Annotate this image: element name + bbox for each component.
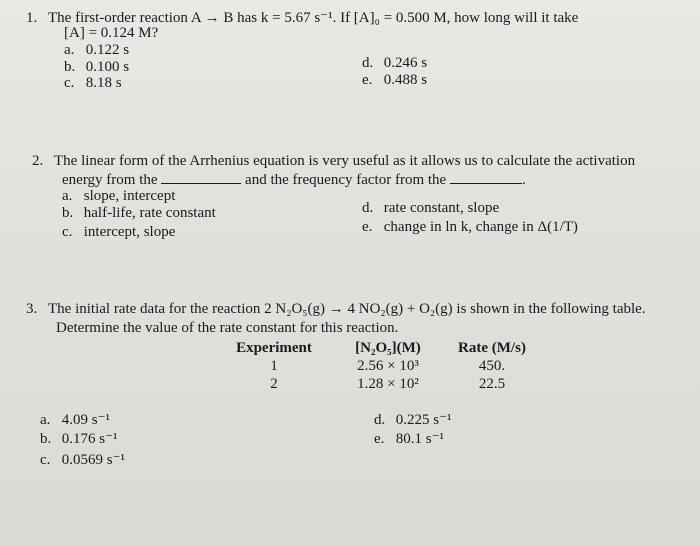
option-text: 0.488 s bbox=[383, 72, 428, 88]
table-row bbox=[226, 357, 534, 375]
option-letter: d. bbox=[374, 412, 386, 428]
option-letter: c. bbox=[64, 75, 75, 91]
option-text: 0.176 s⁻¹ bbox=[61, 431, 118, 447]
question-1-stem-continued: [A] = 0.124 M? bbox=[64, 25, 159, 41]
option-letter: d. bbox=[362, 55, 374, 71]
question-2-option-d bbox=[362, 200, 499, 217]
question-1-option-a bbox=[64, 42, 129, 59]
option-text: 0.0569 s⁻¹ bbox=[61, 452, 126, 468]
sentence-period: . bbox=[521, 172, 526, 188]
table-cell-experiment: 2 bbox=[270, 376, 278, 392]
table-cell-concentration: 1.28 × 10² bbox=[357, 376, 419, 392]
option-letter: b. bbox=[40, 431, 52, 447]
option-text: 8.18 s bbox=[85, 75, 122, 91]
option-letter: c. bbox=[62, 224, 73, 240]
question-1-option-d bbox=[362, 55, 427, 72]
question-3-option-e bbox=[374, 431, 444, 448]
question-1-option-e bbox=[362, 72, 427, 89]
table-header-concentration: [N₂O₅](M) bbox=[355, 340, 421, 356]
question-3-option-a bbox=[40, 412, 110, 429]
answer-blank bbox=[161, 171, 241, 184]
option-text: intercept, slope bbox=[83, 224, 176, 240]
question-text: energy from the bbox=[62, 172, 158, 188]
question-2-option-c bbox=[62, 224, 175, 241]
option-text: 0.122 s bbox=[85, 42, 130, 58]
option-letter: e. bbox=[362, 72, 373, 88]
option-letter: c. bbox=[40, 452, 51, 468]
table-cell-rate: 450. bbox=[478, 358, 506, 374]
option-text: 4.09 s⁻¹ bbox=[61, 412, 111, 428]
question-2-option-b bbox=[62, 205, 216, 222]
question-3-option-d bbox=[374, 412, 452, 429]
question-2-option-e bbox=[362, 219, 578, 236]
option-letter: e. bbox=[374, 431, 385, 447]
option-letter: b. bbox=[62, 205, 74, 221]
option-letter: a. bbox=[62, 188, 73, 204]
rate-data-table bbox=[226, 339, 534, 393]
question-3-option-c bbox=[40, 452, 125, 469]
table-header-rate: Rate (M/s) bbox=[458, 340, 526, 356]
option-text: change in ln k, change in Δ(1/T) bbox=[383, 219, 578, 235]
question-3-option-b bbox=[40, 431, 118, 448]
option-letter: a. bbox=[40, 412, 51, 428]
question-text: The linear form of the Arrhenius equation is very useful as it allows us to calculate the activation bbox=[54, 153, 636, 169]
option-letter: a. bbox=[64, 42, 75, 58]
option-text: 0.100 s bbox=[85, 59, 130, 75]
option-text: 0.225 s⁻¹ bbox=[395, 412, 452, 428]
question-number: 2. bbox=[32, 153, 44, 169]
option-text: 80.1 s⁻¹ bbox=[395, 431, 445, 447]
question-2-stem-continued bbox=[62, 171, 526, 189]
question-number: 3. bbox=[26, 301, 38, 317]
table-cell-experiment: 1 bbox=[270, 358, 278, 374]
question-3-stem bbox=[26, 301, 646, 318]
question-text: The first-order reaction A → B has k = 5.67 s⁻¹. If [A]₀ = 0.500 M, how long will it take bbox=[48, 10, 579, 26]
question-text: and the frequency factor from the bbox=[245, 172, 447, 188]
option-letter: b. bbox=[64, 59, 76, 75]
option-letter: d. bbox=[362, 200, 374, 216]
question-1-option-c bbox=[64, 75, 122, 92]
option-letter: e. bbox=[362, 219, 373, 235]
table-header-row bbox=[226, 339, 534, 357]
question-text: The initial rate data for the reaction 2 N₂O₅(g) → 4 NO₂(g) + O₂(g) is shown in the following table. bbox=[48, 301, 646, 317]
question-number: 1. bbox=[26, 10, 38, 26]
table-cell-concentration: 2.56 × 10³ bbox=[357, 358, 419, 374]
option-text: 0.246 s bbox=[383, 55, 428, 71]
table-cell-rate: 22.5 bbox=[478, 376, 506, 392]
question-1-option-b bbox=[64, 59, 129, 76]
answer-blank bbox=[450, 171, 522, 184]
question-2-stem bbox=[32, 153, 635, 170]
option-text: slope, intercept bbox=[83, 188, 176, 204]
option-text: half-life, rate constant bbox=[83, 205, 216, 221]
option-text: rate constant, slope bbox=[383, 200, 500, 216]
table-header-experiment: Experiment bbox=[236, 340, 312, 356]
question-2-option-a bbox=[62, 188, 175, 205]
question-3-stem-continued: Determine the value of the rate constant for this reaction. bbox=[56, 320, 399, 336]
table-row bbox=[226, 375, 534, 393]
